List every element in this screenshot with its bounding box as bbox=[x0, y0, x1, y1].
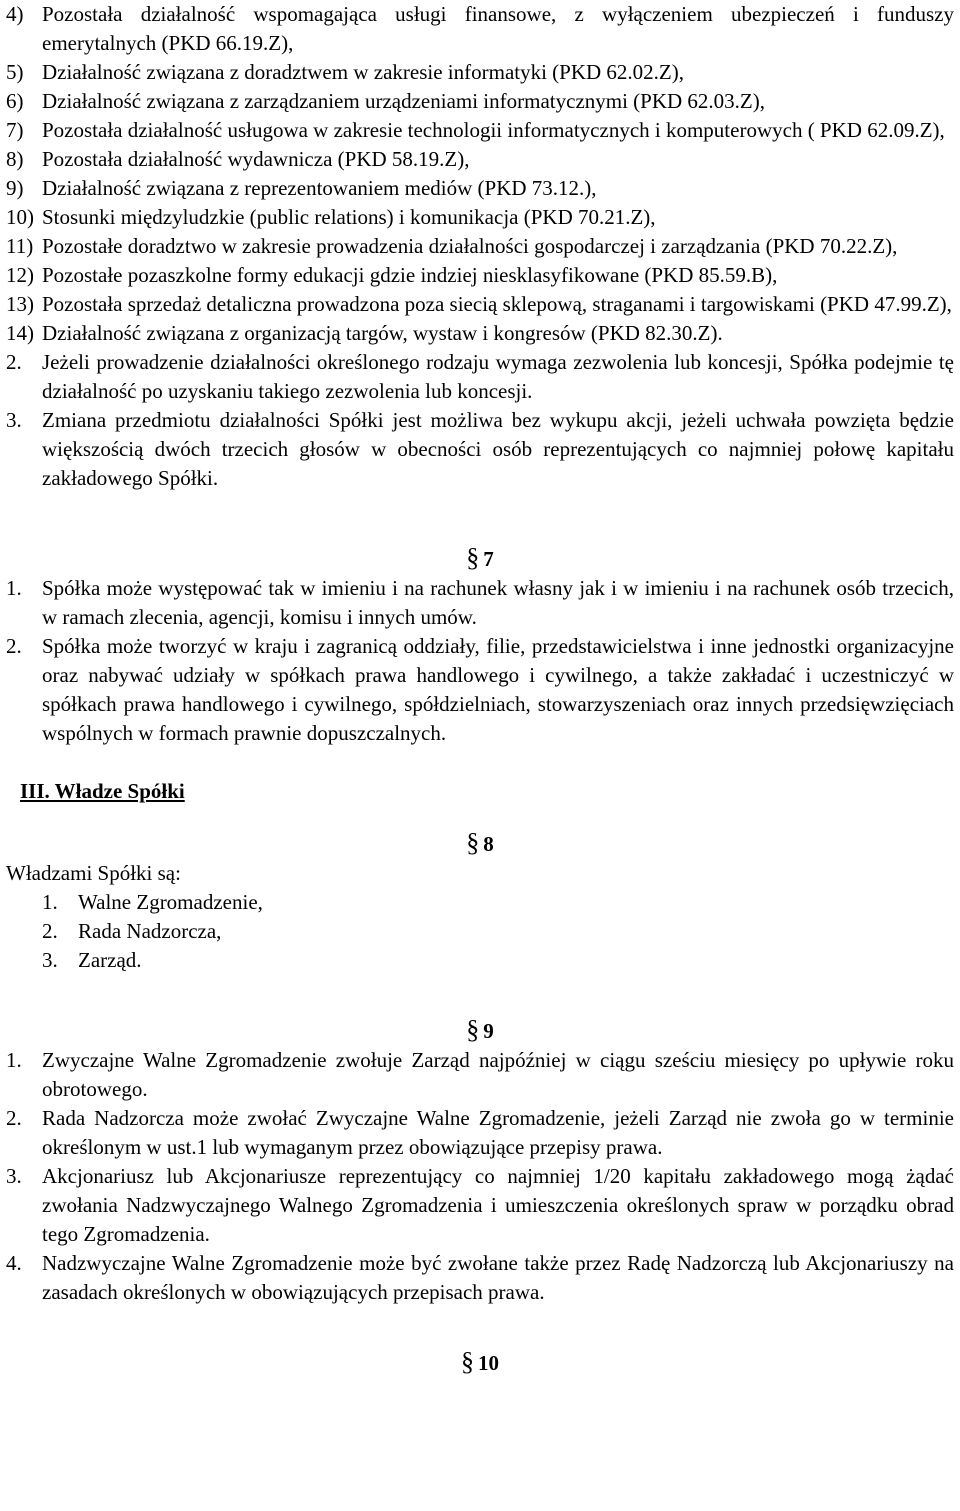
list-item bbox=[0, 946, 960, 975]
paragraph-point bbox=[0, 1249, 960, 1307]
point-text: Spółka może występować tak w imieniu i na rachunek własny jak i w imieniu i na rachunek osób trzecich, w ramach zlecenia, agencji, komisu i innych umów. bbox=[42, 576, 954, 629]
section-sign: § bbox=[466, 1015, 480, 1044]
list-item-number: 1. bbox=[42, 890, 58, 914]
list-item-text: Działalność związana z zarządzaniem urządzeniami informatycznymi (PKD 62.03.Z), bbox=[42, 89, 766, 113]
point-number: 1. bbox=[6, 1048, 22, 1072]
list-item-text: Stosunki międzyludzkie (public relations) i komunikacja (PKD 70.21.Z), bbox=[42, 205, 656, 229]
section-number: 7 bbox=[483, 547, 494, 571]
list-item-number: 2. bbox=[42, 919, 58, 943]
list-item bbox=[0, 116, 960, 145]
paragraph-point bbox=[0, 1046, 960, 1104]
list-item-number: 5) bbox=[6, 60, 24, 84]
point-number: 2. bbox=[6, 1106, 22, 1130]
list-item bbox=[0, 58, 960, 87]
list-item-number: 14) bbox=[6, 321, 34, 345]
point-number: 3. bbox=[6, 408, 22, 432]
list-item-number: 7) bbox=[6, 118, 24, 142]
list-item-text: Pozostała działalność wspomagająca usługi finansowe, z wyłączeniem ubezpieczeń i funduszy emerytalnych (PKD 66.19.Z), bbox=[42, 2, 954, 55]
list-item-text: Pozostałe pozaszkolne formy edukacji gdzie indziej niesklasyfikowane (PKD 85.59.B), bbox=[42, 263, 778, 287]
point-number: 4. bbox=[6, 1251, 22, 1275]
section-9-points bbox=[0, 1046, 960, 1307]
list-item-text: Pozostała sprzedaż detaliczna prowadzona poza siecią sklepową, straganami i targowiskami (PKD 47.99.Z), bbox=[42, 292, 952, 316]
list-item bbox=[0, 174, 960, 203]
point-text: Zwyczajne Walne Zgromadzenie zwołuje Zarząd najpóźniej w ciągu sześciu miesięcy po upływie roku obrotowego. bbox=[42, 1048, 954, 1101]
point-number: 2. bbox=[6, 350, 22, 374]
list-item bbox=[0, 290, 960, 319]
section-6-points bbox=[0, 348, 960, 493]
list-item-text: Rada Nadzorcza, bbox=[78, 919, 222, 943]
list-item-number: 4) bbox=[6, 2, 24, 26]
list-item-number: 3. bbox=[42, 948, 58, 972]
list-item-text: Zarząd. bbox=[78, 948, 142, 972]
section-number: 8 bbox=[483, 832, 494, 856]
list-item-text: Pozostała działalność wydawnicza (PKD 58.19.Z), bbox=[42, 147, 470, 171]
point-text: Rada Nadzorcza może zwołać Zwyczajne Walne Zgromadzenie, jeżeli Zarząd nie zwoła go w terminie określonym w ust.1 lub wymaganym przez obowiązujące przepisy prawa. bbox=[42, 1106, 954, 1159]
section-sign: § bbox=[466, 543, 480, 572]
point-text: Zmiana przedmiotu działalności Spółki jest możliwa bez wykupu akcji, jeżeli uchwała powzięta będzie większością dwóch trzecich głosów w obecności osób reprezentujących co najmniej połowę kapitału zakładowego Spółki. bbox=[42, 408, 954, 490]
section-8-list bbox=[0, 888, 960, 975]
point-number: 3. bbox=[6, 1164, 22, 1188]
point-number: 1. bbox=[6, 576, 22, 600]
list-item bbox=[0, 232, 960, 261]
section-sign: § bbox=[466, 828, 480, 857]
section-number: 9 bbox=[483, 1019, 494, 1043]
point-text: Akcjonariusz lub Akcjonariusze reprezentujący co najmniej 1/20 kapitału zakładowego mogą żądać zwołania Nadzwyczajnego Walnego Zgromadzenia i umieszczenia określonych spraw w porządku obrad tego Zgromadzenia. bbox=[42, 1164, 954, 1246]
list-item bbox=[0, 87, 960, 116]
list-item-number: 6) bbox=[6, 89, 24, 113]
list-item-number: 13) bbox=[6, 292, 34, 316]
section-8-intro: Władzami Spółki są: bbox=[6, 861, 181, 885]
list-item-number: 9) bbox=[6, 176, 24, 200]
list-item-text: Walne Zgromadzenie, bbox=[78, 890, 263, 914]
list-item-text: Działalność związana z organizacją targów, wystaw i kongresów (PKD 82.30.Z). bbox=[42, 321, 723, 345]
list-item-text: Działalność związana z reprezentowaniem mediów (PKD 73.12.), bbox=[42, 176, 597, 200]
list-item-text: Pozostałe doradztwo w zakresie prowadzenia działalności gospodarczej i zarządzania (PKD 70.22.Z), bbox=[42, 234, 898, 258]
list-item bbox=[0, 888, 960, 917]
paragraph-point bbox=[0, 1104, 960, 1162]
list-item bbox=[0, 261, 960, 290]
section-9-heading bbox=[0, 1015, 960, 1046]
point-text: Jeżeli prowadzenie działalności określonego rodzaju wymaga zezwolenia lub koncesji, Spółka podejmie tę działalność po uzyskaniu takiego zezwolenia lub koncesji. bbox=[42, 350, 954, 403]
list-item bbox=[0, 0, 960, 58]
list-item-text: Pozostała działalność usługowa w zakresie technologii informatycznych i komputerowych ( PKD 62.09.Z), bbox=[42, 118, 945, 142]
section-sign: § bbox=[461, 1347, 474, 1376]
section-7-points bbox=[0, 574, 960, 748]
section-10-heading bbox=[0, 1347, 960, 1378]
paragraph-point bbox=[0, 348, 960, 406]
paragraph-point bbox=[0, 406, 960, 493]
point-text: Nadzwyczajne Walne Zgromadzenie może być zwołane także przez Radę Nadzorczą lub Akcjonariuszy na zasadach określonych w obowiązujących przepisach prawa. bbox=[42, 1251, 954, 1304]
section-8-heading bbox=[0, 828, 960, 859]
list-item-text: Działalność związana z doradztwem w zakresie informatyki (PKD 62.02.Z), bbox=[42, 60, 685, 84]
list-item bbox=[0, 145, 960, 174]
paragraph-point bbox=[0, 574, 960, 632]
list-item-number: 11) bbox=[6, 234, 34, 258]
paragraph-point bbox=[0, 1162, 960, 1249]
section-number: 10 bbox=[478, 1351, 499, 1375]
paragraph-point bbox=[0, 632, 960, 748]
point-number: 2. bbox=[6, 634, 22, 658]
list-item bbox=[0, 319, 960, 348]
chapter-heading: III. Władze Spółki bbox=[20, 779, 185, 803]
list-item-number: 8) bbox=[6, 147, 24, 171]
point-text: Spółka może tworzyć w kraju i zagranicą oddziały, filie, przedstawicielstwa i inne jednostki organizacyjne oraz nabywać udziały w spółkach prawa handlowego i cywilnego, a także zakładać i uczestniczyć w spółkach prawa handlowego i cywilnego, spółdzielniach, stowarzyszeniach oraz innych przedsięwzięciach wspólnych w formach prawnie dopuszczalnych. bbox=[42, 634, 954, 745]
list-item bbox=[0, 917, 960, 946]
list-item-number: 12) bbox=[6, 263, 34, 287]
list-item bbox=[0, 203, 960, 232]
section-7-heading bbox=[0, 543, 960, 574]
list-item-number: 10) bbox=[6, 205, 34, 229]
pkd-list bbox=[0, 0, 960, 348]
